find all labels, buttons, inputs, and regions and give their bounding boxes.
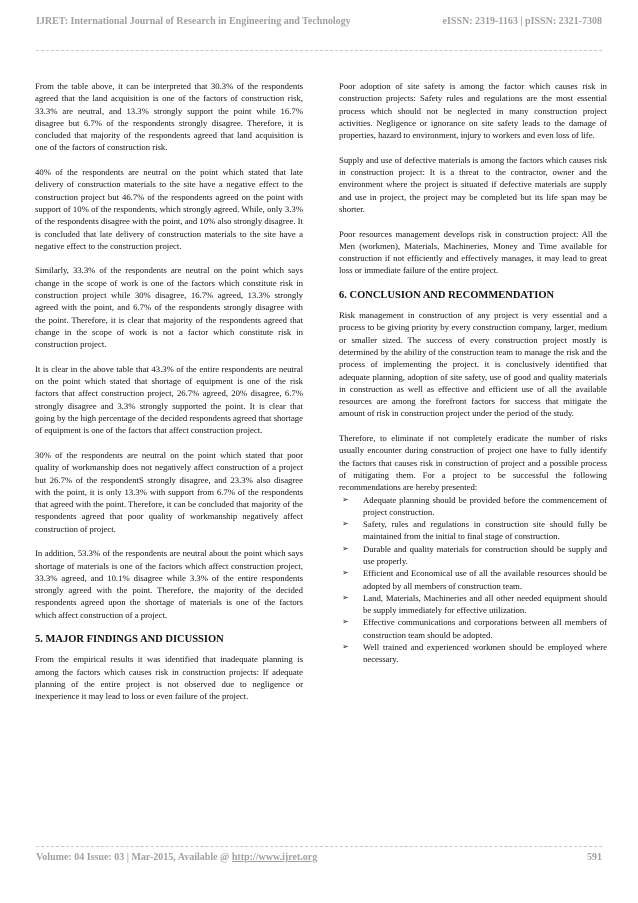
journal-link[interactable]: http://www.ijret.org: [231, 852, 318, 863]
paragraph: Similarly, 33.3% of the respondents are neutral on the point which says change in the scope of work is one of the factors which constitute risk in construction project while 30% disagree, 16.7% agreed, 13.3% strongly agreed with the point, and 6.7% of the respondents strongly disagree with the point. Therefore, it is clear that majority of the respondents agreed that change in the scope of work is not a factor which constitute risk in construction project.: [35, 265, 303, 350]
list-item: [339, 616, 607, 641]
section-heading-conclusion: 6. CONCLUSION AND RECOMMENDATION: [339, 290, 555, 302]
paragraph: From the table above, it can be interpreted that 30.3% of the respondents agreed that the land acquisition is one of the factors of construction risk, 33.3% are neutral, and 13.3% strongly support the point while 16.7% disagree but 6.7% of the respondents strongly disagree. Therefore, it is concluded that majority of the respondents agreed that land acquisition is one of the factors of construction risk.: [35, 81, 303, 153]
list-item-text: Efficient and Economical use of all the available resources should be adopted by all members of construction team.: [363, 568, 607, 591]
arrow-bullet-icon: ➢: [342, 519, 349, 529]
paragraph: Poor resources management develops risk in construction project: All the Men (workmen), Materials, Machineries, Money and Time available for construction if not efficiently and effectively manages, it may lead to great loss or immediate failure of the entire project.: [339, 228, 607, 276]
footer-divider: [36, 846, 602, 847]
left-column: [35, 80, 303, 840]
issn-info: eISSN: 2319-1163 | pISSN: 2321-7308: [442, 16, 602, 27]
paragraph: From the empirical results it was identified that inadequate planning is among the factors which causes risk in construction projects: If adequate planning of the entire project is not observed due to negligence or inexperience it may lead to loss or even failure of the project.: [35, 654, 303, 702]
list-item: [339, 592, 607, 617]
paragraph: Poor adoption of site safety is among the factor which causes risk in construction projects: Safety rules and regulations are the most essential process which should not be neglected in many construction project activities. Negligence or ignorance on site safety leads to the damage of properties, hazard to environment, injury to workers and even loss of life.: [339, 81, 607, 141]
list-item: [339, 543, 607, 568]
arrow-bullet-icon: ➢: [342, 568, 349, 578]
header-divider: [36, 50, 602, 51]
footer-volume-info: [36, 852, 317, 863]
list-item-text: Land, Materials, Machineries and all other needed equipment should be supply immediately for effective utilization.: [363, 592, 607, 616]
footer-volume-text: Volume: 04 Issue: 03 | Mar-2015, Available @: [36, 852, 232, 863]
paragraph: Therefore, to eliminate if not completely eradicate the number of risks usually encounter during construction of project one have to fully identify the factors that causes risk in construction of project and a possible process of mitigating them. For a project to be successful the following recommendations are hereby presented:: [339, 433, 607, 493]
paragraph: In addition, 53.3% of the respondents are neutral about the point which says shortage of materials is one of the factors which affect construction project, 33.3% agreed, and 10.1% disagree while 3.3% of the entire respondents strongly agreed with the point. Therefore, the majority of the decided respondents agreed upon the shortage of materials is one of the factors which affect construction of a project.: [35, 548, 303, 620]
list-item: [339, 494, 607, 519]
list-item: [339, 518, 607, 543]
list-item: [339, 641, 607, 666]
recommendation-list: [339, 494, 607, 666]
section-heading-findings: 5. MAJOR FINDINGS AND DICUSSION: [35, 634, 224, 646]
page-footer: [36, 852, 602, 868]
arrow-bullet-icon: ➢: [342, 494, 349, 504]
paragraph: It is clear in the above table that 43.3% of the entire respondents are neutral on the point which stated that shortage of equipment is one of the risk factors that affect construction project, 26.7% agreed, 20% disagree, 6.7% strongly disagree and 3.3% strongly supported the point. It is clear that going by the high percentage of the decided respondents agreed that shortage of equipment is one of the factors that affect construction project.: [35, 363, 303, 436]
list-item-text: Effective communications and corporations between all members of construction team should be adopted.: [363, 617, 607, 640]
arrow-bullet-icon: ➢: [342, 617, 349, 627]
list-item-text: Durable and quality materials for construction should be supply and use properly.: [363, 543, 607, 566]
list-item-text: Adequate planning should be provided before the commencement of project construction.: [363, 494, 607, 517]
paragraph: Supply and use of defective materials is among the factors which causes risk in construction project: It is a threat to the contractor, owner and the environment where the project is situated if defective materials are supply and use in project, the project may be completed but its life span may be shorter.: [339, 154, 607, 214]
journal-title: IJRET: International Journal of Research in Engineering and Technology: [36, 16, 351, 27]
arrow-bullet-icon: ➢: [342, 592, 349, 602]
list-item-text: Safety, rules and regulations in construction site should fully be maintained from the initial to final stage of construction.: [363, 519, 607, 542]
paragraph: Risk management in construction of any project is very essential and a process to be giving priority by every construction company, larger, medium or smaller sized. The success of every construction project mostly is determined by the ability of the construction team to manage the risk and the process of implementing the project. it is conclusively identified that adequate planning, adoption of site safety, use of good and quality materials in construction as well as effective and efficient use of all the available resources are among the forefront factors for success that mitigate the amount of risk in construction project under the period of the study.: [339, 310, 607, 419]
paragraph: 40% of the respondents are neutral on the point which stated that late delivery of construction materials to the site have a negative effect to the construction project but 46.7% of the respondents agreed on the point with support of 10% of the respondents, which strongly agreed. While, only 3.3% of the respondents disagree with the point, and 10% also strongly disagree. It is concluded that late delivery of construction materials to the site have a negative effect to the construction project.: [35, 167, 303, 251]
arrow-bullet-icon: ➢: [342, 543, 349, 553]
page-number: 591: [587, 852, 602, 863]
page-header: [36, 16, 602, 32]
list-item: [339, 567, 607, 592]
list-item-text: Well trained and experienced workmen should be employed where necessary.: [363, 642, 607, 665]
right-column: [339, 80, 607, 840]
arrow-bullet-icon: ➢: [342, 642, 349, 652]
paragraph: 30% of the respondents are neutral on the point which stated that poor quality of workmanship does not negatively affect construction of a project but 26.7% of the respondentS strongly disagree, and 23.3% also disagree with the point, it is only 13.3% with support from 6.7% of the respondents that agreed with the point. Therefore, it can be concluded that majority of the respondents agreed that poor quality of workmanship negatively affect construction of project.: [35, 449, 303, 534]
